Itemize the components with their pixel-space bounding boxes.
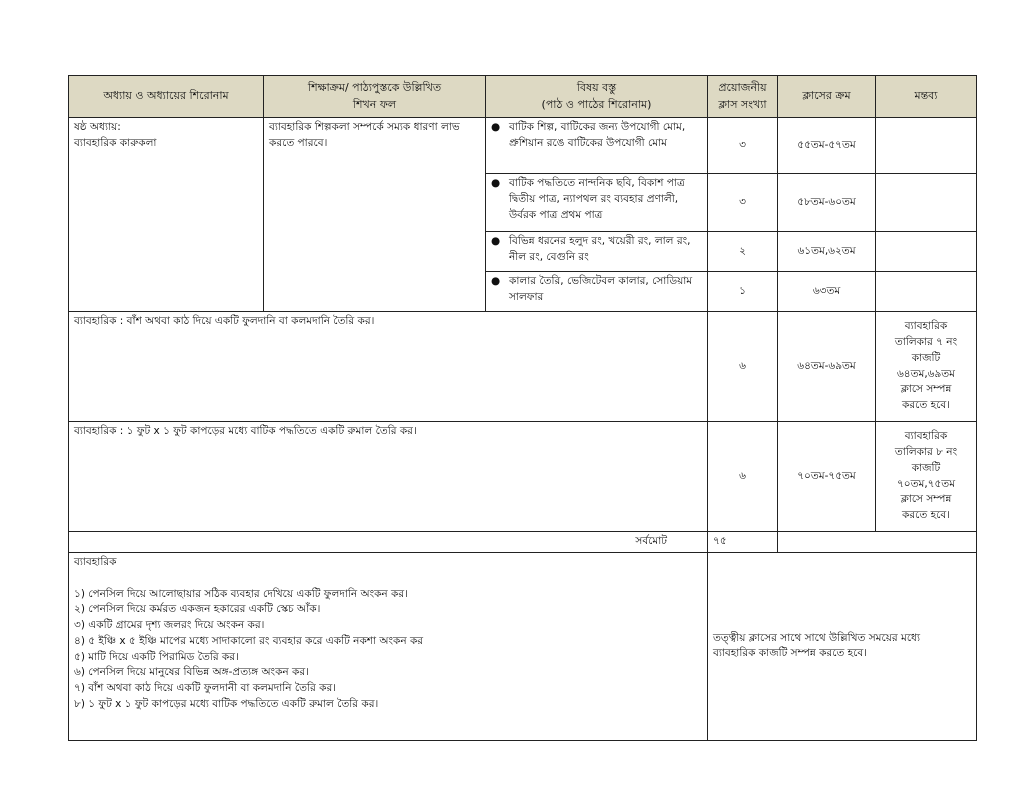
practical-row <box>69 422 977 532</box>
lesson-order: ৬১তম,৬২তম <box>778 232 876 272</box>
practical-classes: ৬ <box>708 312 778 422</box>
list-item: ৪) ৫ ইঞ্চি x ৫ ইঞ্চি মাপের মধ্যে সাদাকালো রং ব্যবহার করে একটি নকশা অংকন কর <box>74 634 424 647</box>
practical-text: ব্যাবহারিক : ১ ফুট x ১ ফুট কাপড়ের মধ্যে বাটিক পদ্ধতিতে একটি রুমাল তৈরি কর। <box>69 422 708 532</box>
practical-list <box>69 552 708 740</box>
lesson-remarks <box>876 118 977 174</box>
practical-row <box>69 312 977 422</box>
header-required-classes: প্রয়োজনীয় ক্লাস সংখ্যা <box>708 76 778 118</box>
lesson-content: ● কালার তৈরি, ভেজিটেবল কালার, সোডিয়াম সালফার <box>486 272 708 312</box>
lesson-content: ● বিভিন্ন ধরনের হলুদ রং, খয়েরী রং, লাল রং, নীল রং, বেগুনি রং <box>486 232 708 272</box>
practical-remarks: ব্যাবহারিক তালিকার ৭ নং কাজটি ৬৪তম,৬৯তম ক্লাসে সম্পন্ন করতে হবে। <box>876 312 977 422</box>
header-class-order: ক্লাসের ক্রম <box>778 76 876 118</box>
practical-order: ৭০তম-৭৫তম <box>778 422 876 532</box>
header-remarks: মন্তব্য <box>876 76 977 118</box>
header-content: বিষয় বস্তু (পাঠ ও পাঠের শিরোনাম) <box>486 76 708 118</box>
lesson-classes: ২ <box>708 232 778 272</box>
list-item: ৮) ১ ফুট x ১ ফুট কাপড়ের মধ্যে বাটিক পদ্ধতিতে একটি রুমাল তৈরি কর। <box>74 697 379 710</box>
practical-remarks: ব্যাবহারিক তালিকার ৮ নং কাজটি ৭০তম,৭৫তম ক্লাসে সম্পন্ন করতে হবে। <box>876 422 977 532</box>
lesson-order: ৫৫তম-৫৭তম <box>778 118 876 174</box>
syllabus-table <box>68 75 977 741</box>
lesson-remarks <box>876 232 977 272</box>
list-item: ৬) পেনসিল দিয়ে মানুষের বিভিন্ন অঙ্গ-প্রত্যঙ্গ অংকন কর। <box>74 666 309 679</box>
header-row <box>69 76 977 118</box>
lesson-content: ● বাটিক শিল্প, বাটিকের জন্য উপযোগী মোম, প্রুশিয়ান রঙে বাটিকের উপযোগী মোম <box>486 118 708 174</box>
list-item: ৫) মাটি দিয়ে একটি পিরামিড তৈরি কর। <box>74 650 239 663</box>
list-item: ৩) একটি গ্রামের দৃশ্য জলরং দিয়ে অংকন কর। <box>74 619 265 631</box>
lesson-classes: ৩ <box>708 118 778 174</box>
list-item: ১) পেনসিল দিয়ে আলোছায়ার সঠিক ব্যবহার দেখিয়ে একটি ফুলদানি অংকন কর। <box>74 587 408 600</box>
chapter-number: ষষ্ঠ অধ্যায়: <box>74 121 121 133</box>
total-row <box>69 532 977 553</box>
lesson-order: ৬৩তম <box>778 272 876 312</box>
header-outcome: শিক্ষাক্রম/ পাঠ্যপুস্তকে উল্লিখিত শিখন ফল <box>264 76 486 118</box>
lesson-content: ● বাটিক পদ্ধতিতে নান্দনিক ছবি, বিকাশ পাত্র দ্বিতীয় পাত্র, ন্যাপথল রং ব্যবহার প্রণালী, উর্বরক পাত্র প্রথম পাত্র <box>486 174 708 232</box>
outcome-cell: ব্যাবহারিক শিল্পকলা সম্পর্কে সম্যক ধারণা লাভ করতে পারবে। <box>264 118 486 312</box>
lesson-classes: ১ <box>708 272 778 312</box>
practical-note: তত্ত্বীয় ক্লাসের সাথে সাথে উল্লিখিত সময়ের মধ্যে ব্যাবহারিক কাজটি সম্পন্ন করতে হবে। <box>708 552 977 740</box>
lesson-row <box>69 118 977 174</box>
practical-text: ব্যাবহারিক : বাঁশ অথবা কাঠ দিয়ে একটি ফুলদানি বা কলমদানি তৈরি কর। <box>69 312 708 422</box>
list-item: ৭) বাঁশ অথবা কাঠ দিয়ে একটি ফুলদানী বা কলমদানি তৈরি কর। <box>74 682 336 694</box>
lesson-remarks <box>876 174 977 232</box>
chapter-title: ব্যাবহারিক কারুকলা <box>74 136 157 149</box>
total-label: সর্বমোট <box>69 532 708 553</box>
header-chapter: অধ্যায় ও অধ্যায়ের শিরোনাম <box>69 76 264 118</box>
practical-list-heading: ব্যাবহারিক <box>74 555 117 568</box>
practical-order: ৬৪তম-৬৯তম <box>778 312 876 422</box>
practical-list-row <box>69 552 977 740</box>
practical-classes: ৬ <box>708 422 778 532</box>
total-value: ৭৫ <box>708 532 778 553</box>
list-item: ২) পেনসিল দিয়ে কর্মরত একজন হকারের একটি স্কেচ আঁক। <box>74 603 321 616</box>
lesson-classes: ৩ <box>708 174 778 232</box>
lesson-remarks <box>876 272 977 312</box>
chapter-cell <box>69 118 264 312</box>
lesson-order: ৫৮তম-৬০তম <box>778 174 876 232</box>
